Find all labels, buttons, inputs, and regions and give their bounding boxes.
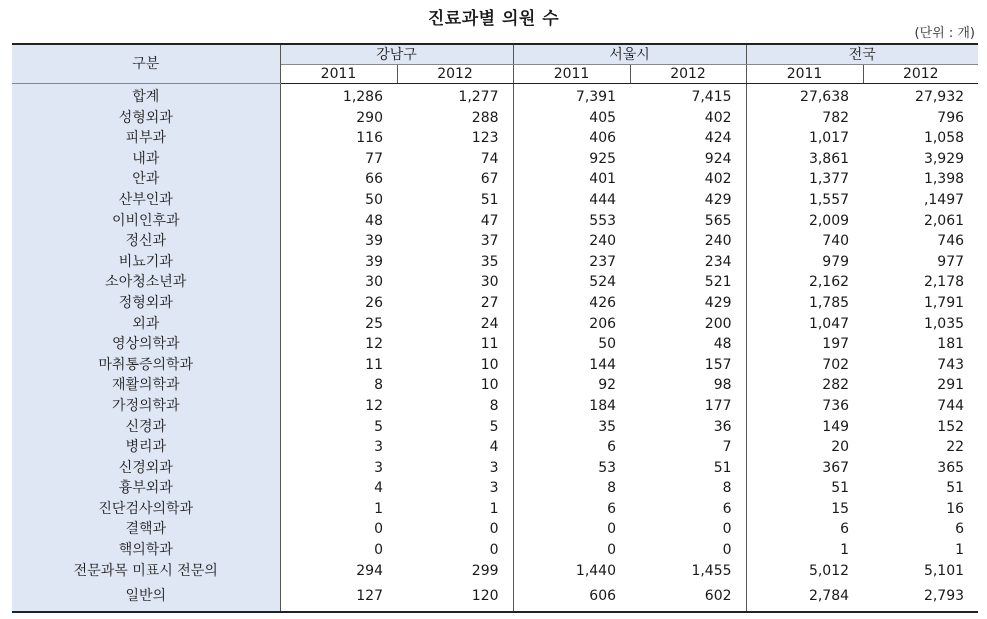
value-cell: 406 (589, 130, 617, 147)
row-label: 신경외과 (12, 458, 280, 479)
value-cell: 2,162 (808, 274, 850, 291)
value-cell: 1,398 (923, 171, 965, 188)
unit-note: (단위 : 개) (914, 26, 975, 41)
value-cell: 405 (589, 109, 617, 126)
value-cell: 1,058 (923, 130, 965, 147)
value-cell: 25 (365, 315, 383, 332)
value-cell: 2,009 (808, 212, 850, 229)
value-cell: 977 (937, 253, 965, 270)
row-label: 산부인과 (12, 190, 280, 211)
value-cell: 1,455 (630, 561, 746, 582)
value-cell: 24 (397, 314, 513, 335)
value-cell: 1,035 (923, 315, 965, 332)
value-cell: 1 (397, 499, 513, 520)
value-cell: 22 (946, 439, 965, 456)
value-cell: 240 (630, 231, 746, 252)
value-cell: 51 (397, 190, 513, 211)
value-cell: 3 (374, 439, 383, 456)
row-label: 핵의학과 (12, 540, 280, 561)
value-cell: 6 (607, 439, 617, 456)
value-cell: 50 (365, 191, 383, 208)
value-cell: 1,277 (397, 84, 513, 108)
row-label: 정신과 (12, 231, 280, 252)
value-cell: 743 (937, 356, 965, 373)
row-label: 진단검사의학과 (12, 499, 280, 520)
value-cell: 1,791 (923, 294, 965, 311)
table-title: 진료과별 의원 수 (427, 9, 560, 29)
year-header: 2011 (746, 65, 863, 84)
value-cell: 746 (937, 233, 965, 250)
value-cell: 5 (397, 417, 513, 438)
group-header-seoul: 서울시 (513, 44, 746, 65)
value-cell: 98 (630, 375, 746, 396)
row-label: 신경과 (12, 417, 280, 438)
value-cell: 8 (607, 480, 617, 497)
value-cell: 282 (822, 377, 850, 394)
table-row (12, 149, 978, 170)
value-cell: 7 (630, 437, 746, 458)
row-label: 안과 (12, 169, 280, 190)
value-cell: 27,932 (915, 89, 965, 105)
row-label: 피부과 (12, 128, 280, 149)
value-cell: 602 (630, 581, 746, 612)
value-cell: 365 (937, 459, 965, 476)
row-label: 이비인후과 (12, 211, 280, 232)
table-row (12, 190, 978, 211)
table-header (12, 44, 978, 84)
value-cell: 782 (822, 109, 850, 126)
value-cell: 39 (365, 233, 383, 250)
table-row (12, 396, 978, 417)
value-cell: 0 (374, 542, 383, 559)
value-cell: 6 (840, 521, 850, 538)
table-row (12, 417, 978, 438)
table-row (12, 561, 978, 582)
table-row (12, 293, 978, 314)
value-cell: 240 (589, 233, 617, 250)
value-cell: 924 (630, 149, 746, 170)
value-cell: 429 (630, 293, 746, 314)
row-label: 외과 (12, 314, 280, 335)
value-cell: 77 (365, 150, 383, 167)
row-label: 소아청소년과 (12, 272, 280, 293)
table-row (12, 84, 978, 108)
value-cell: 197 (822, 336, 850, 353)
value-cell: 702 (822, 356, 850, 373)
value-cell: 925 (589, 150, 617, 167)
value-cell: 7,391 (575, 89, 617, 105)
row-label: 가정의학과 (12, 396, 280, 417)
value-cell: 8 (374, 377, 383, 394)
value-cell: 744 (937, 397, 965, 414)
row-label: 전문과목 미표시 전문의 (12, 561, 280, 582)
value-cell: 0 (397, 519, 513, 540)
value-cell: 521 (630, 272, 746, 293)
value-cell: 424 (630, 128, 746, 149)
value-cell: 11 (397, 334, 513, 355)
table-row (12, 540, 978, 561)
value-cell: 553 (589, 212, 617, 229)
value-cell: 237 (589, 253, 617, 270)
value-cell: ,1497 (923, 191, 965, 208)
value-cell: 20 (831, 439, 850, 456)
table-row (12, 499, 978, 520)
value-cell: 120 (397, 581, 513, 612)
row-label: 영상의학과 (12, 334, 280, 355)
row-label: 성형외과 (12, 108, 280, 129)
value-cell: 1,047 (808, 315, 850, 332)
category-header: 구분 (12, 44, 280, 84)
value-cell: 2,061 (923, 212, 965, 229)
value-cell: 30 (397, 272, 513, 293)
value-cell: 48 (365, 212, 383, 229)
row-label: 비뇨기과 (12, 252, 280, 273)
group-header-national: 전국 (746, 44, 978, 65)
row-label: 마취통증의학과 (12, 355, 280, 376)
row-label: 결핵과 (12, 519, 280, 540)
value-cell: 1 (374, 500, 383, 517)
value-cell: 0 (374, 521, 383, 538)
value-cell: 11 (365, 356, 383, 373)
row-label: 정형외과 (12, 293, 280, 314)
table-row (12, 272, 978, 293)
value-cell: 299 (397, 561, 513, 582)
value-cell: 127 (356, 588, 383, 605)
value-cell: 3 (397, 478, 513, 499)
value-cell: 67 (397, 169, 513, 190)
row-label: 일반의 (12, 581, 280, 612)
table-row (12, 169, 978, 190)
value-cell: 3,861 (808, 150, 850, 167)
value-cell: 6 (630, 499, 746, 520)
value-cell: 39 (365, 253, 383, 270)
value-cell: 1,440 (575, 562, 617, 579)
value-cell: 5 (374, 418, 383, 435)
table-row (12, 252, 978, 273)
value-cell: 2,793 (923, 588, 965, 605)
value-cell: 184 (589, 397, 617, 414)
clinic-count-table (12, 43, 978, 613)
table-row (12, 314, 978, 335)
value-cell: 10 (397, 355, 513, 376)
value-cell: 291 (937, 377, 965, 394)
value-cell: 5,012 (808, 562, 850, 579)
value-cell: 36 (630, 417, 746, 438)
value-cell: 796 (937, 109, 965, 126)
value-cell: 426 (589, 294, 617, 311)
table-row (12, 231, 978, 252)
row-label: 흉부외과 (12, 478, 280, 499)
value-cell: 27 (397, 293, 513, 314)
value-cell: 26 (365, 294, 383, 311)
value-cell: 367 (822, 459, 850, 476)
value-cell: 5,101 (923, 562, 965, 579)
value-cell: 66 (365, 171, 383, 188)
value-cell: 74 (397, 149, 513, 170)
value-cell: 144 (589, 356, 617, 373)
value-cell: 6 (607, 500, 617, 517)
value-cell: 12 (365, 397, 383, 414)
value-cell: 736 (822, 397, 850, 414)
value-cell: 444 (589, 191, 617, 208)
value-cell: 288 (397, 108, 513, 129)
value-cell: 1,377 (808, 171, 850, 188)
table-row (12, 108, 978, 129)
value-cell: 290 (356, 109, 383, 126)
year-header: 2012 (397, 65, 513, 84)
value-cell: 181 (937, 336, 965, 353)
value-cell: 200 (630, 314, 746, 335)
table-row (12, 128, 978, 149)
table-row (12, 211, 978, 232)
value-cell: 6 (955, 521, 965, 538)
value-cell: 51 (946, 480, 965, 497)
value-cell: 429 (630, 190, 746, 211)
group-header-gangnam: 강남구 (280, 44, 513, 65)
value-cell: 606 (589, 588, 617, 605)
value-cell: 740 (822, 233, 850, 250)
value-cell: 30 (365, 274, 383, 291)
table-row (12, 355, 978, 376)
value-cell: 116 (356, 130, 383, 147)
value-cell: 1 (840, 542, 850, 559)
value-cell: 4 (397, 437, 513, 458)
value-cell: 2,178 (923, 274, 965, 291)
value-cell: 3,929 (923, 150, 965, 167)
value-cell: 402 (630, 169, 746, 190)
value-cell: 1,785 (808, 294, 850, 311)
value-cell: 37 (397, 231, 513, 252)
value-cell: 177 (630, 396, 746, 417)
value-cell: 15 (831, 500, 850, 517)
value-cell: 1 (955, 542, 965, 559)
value-cell: 35 (397, 252, 513, 273)
value-cell: 92 (598, 377, 617, 394)
table-row (12, 478, 978, 499)
row-label: 합계 (12, 84, 280, 108)
value-cell: 3 (374, 459, 383, 476)
value-cell: 149 (822, 418, 850, 435)
table-row (12, 581, 978, 612)
value-cell: 0 (630, 519, 746, 540)
table-row (12, 458, 978, 479)
row-label: 병리과 (12, 437, 280, 458)
value-cell: 53 (598, 459, 617, 476)
table-body (12, 84, 978, 613)
value-cell: 0 (607, 521, 617, 538)
value-cell: 1,286 (342, 89, 383, 105)
value-cell: 402 (630, 108, 746, 129)
value-cell: 1,557 (808, 191, 850, 208)
value-cell: 979 (822, 253, 850, 270)
year-header: 2011 (280, 65, 397, 84)
value-cell: 0 (607, 542, 617, 559)
table-row (12, 375, 978, 396)
value-cell: 2,784 (808, 588, 850, 605)
value-cell: 16 (946, 500, 965, 517)
value-cell: 157 (630, 355, 746, 376)
value-cell: 35 (598, 418, 617, 435)
year-header: 2011 (513, 65, 630, 84)
value-cell: 8 (630, 478, 746, 499)
table-row (12, 519, 978, 540)
row-label: 재활의학과 (12, 375, 280, 396)
value-cell: 7,415 (630, 84, 746, 108)
value-cell: 27,638 (800, 89, 850, 105)
value-cell: 401 (589, 171, 617, 188)
value-cell: 206 (589, 315, 617, 332)
year-header: 2012 (863, 65, 978, 84)
row-label: 내과 (12, 149, 280, 170)
value-cell: 51 (831, 480, 850, 497)
value-cell: 12 (365, 336, 383, 353)
value-cell: 0 (630, 540, 746, 561)
value-cell: 4 (374, 480, 383, 497)
value-cell: 294 (356, 562, 383, 579)
table-row (12, 334, 978, 355)
value-cell: 47 (397, 211, 513, 232)
value-cell: 48 (630, 334, 746, 355)
value-cell: 123 (397, 128, 513, 149)
table-row (12, 437, 978, 458)
value-cell: 50 (598, 336, 617, 353)
value-cell: 10 (397, 375, 513, 396)
value-cell: 524 (589, 274, 617, 291)
value-cell: 3 (397, 458, 513, 479)
year-header: 2012 (630, 65, 746, 84)
value-cell: 8 (397, 396, 513, 417)
value-cell: 234 (630, 252, 746, 273)
value-cell: 565 (630, 211, 746, 232)
value-cell: 1,017 (808, 130, 850, 147)
value-cell: 0 (397, 540, 513, 561)
value-cell: 51 (630, 458, 746, 479)
value-cell: 152 (937, 418, 965, 435)
